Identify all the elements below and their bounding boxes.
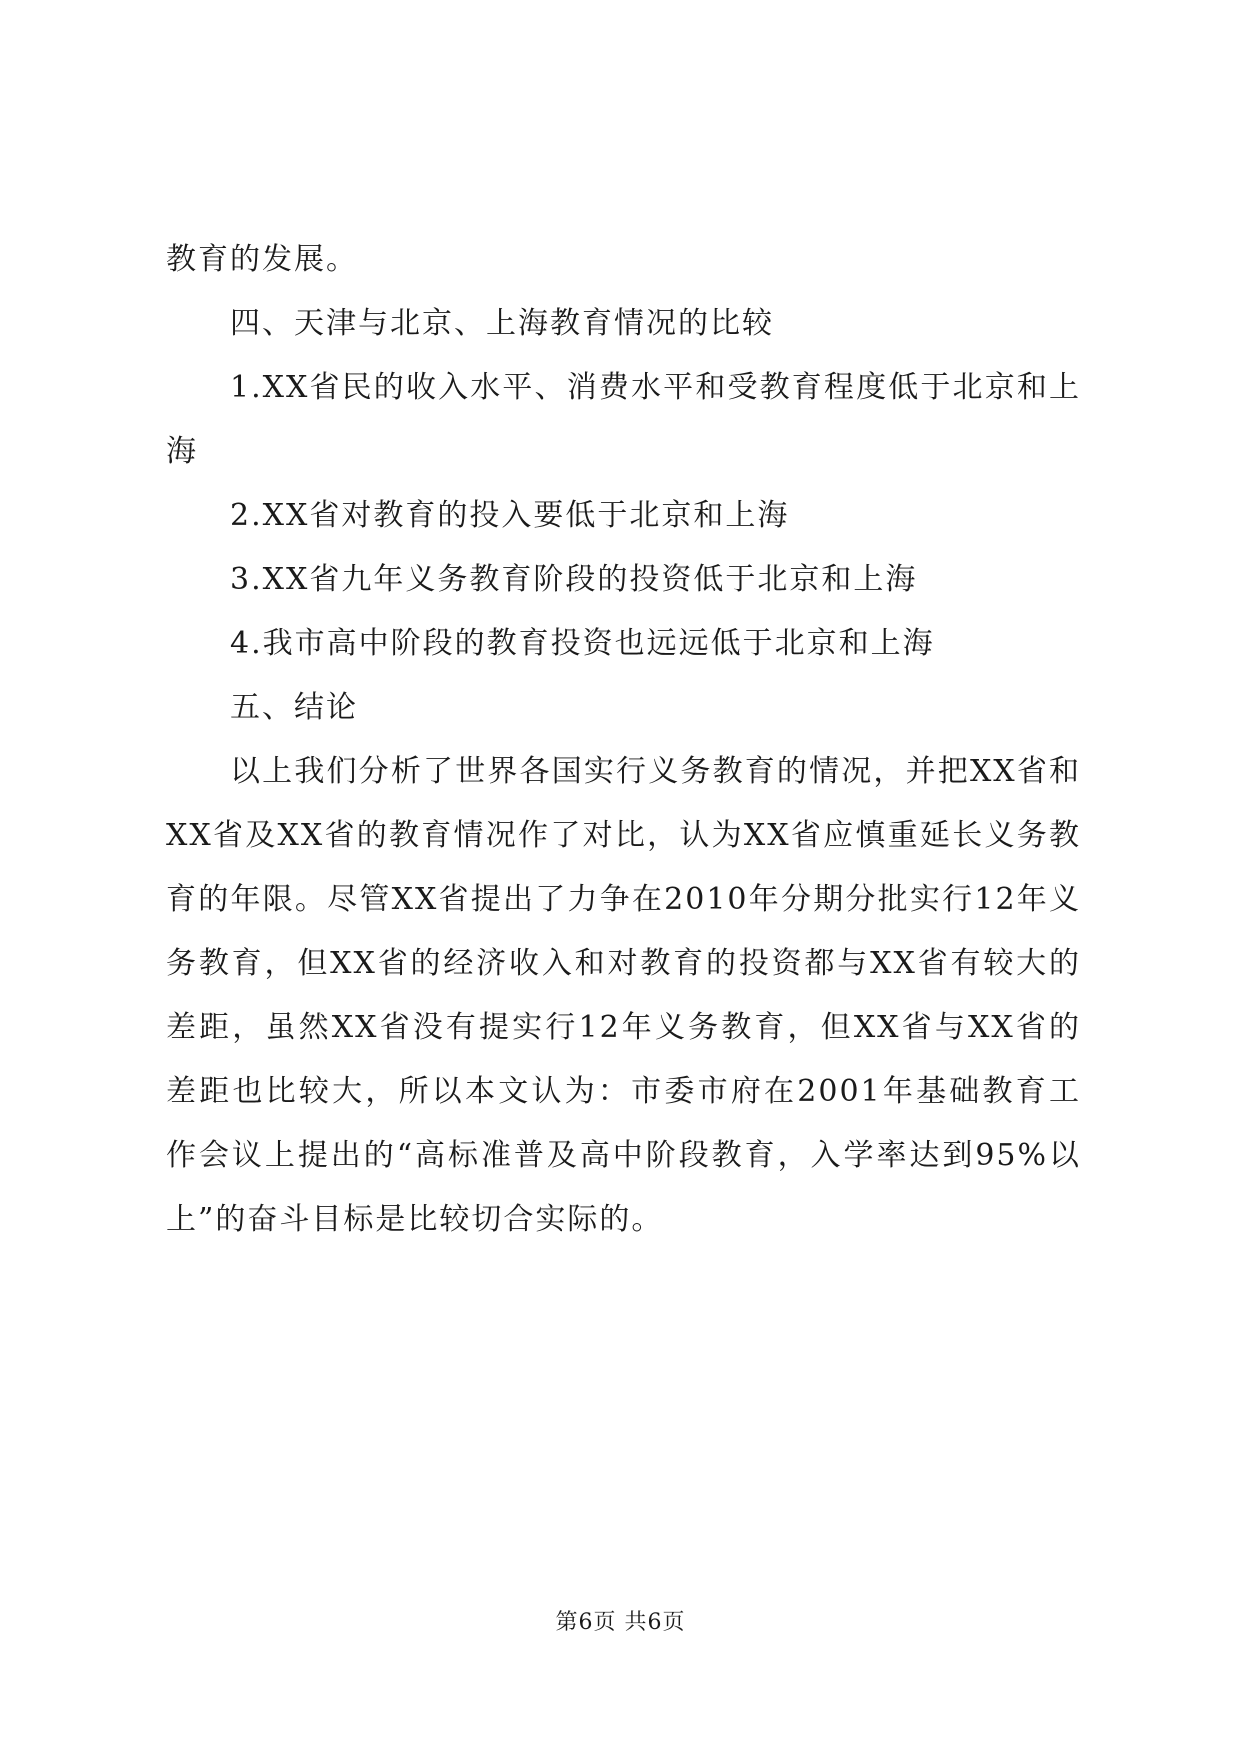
section-heading-conclusion: 五、结论 [230, 690, 358, 725]
conclusion-paragraph: 以上我们分析了世界各国实行义务教育的情况，并把XX省和XX省及XX省的教育情况作了对比，认为XX省应慎重延长义务教育的年限。尽管XX省提出了力争在2010年分期分批实行12年义务教育，但XX省的经济收入和对教育的投资都与XX省有较大的差距，虽然XX省没有提实行12年义务教育，但XX省与XX省的差距也比较大，所以本文认为：市委市府在2001年基础教育工作会议上提出的“高标准普及高中阶段教育，入学率达到95%以上”的奋斗目标是比较切合实际的。 [166, 754, 1081, 1237]
list-item-4: 4.我市高中阶段的教育投资也远远低于北京和上海 [230, 626, 935, 661]
list-item-1: 1.XX省民的收入水平、消费水平和受教育程度低于北京和上海 [166, 370, 1081, 469]
page-footer: 第6页 共6页 [555, 1610, 686, 1635]
list-item-3: 3.XX省九年义务教育阶段的投资低于北京和上海 [230, 562, 918, 597]
section-heading-comparison: 四、天津与北京、上海教育情况的比较 [230, 306, 774, 341]
list-item-2: 2.XX省对教育的投入要低于北京和上海 [230, 498, 790, 533]
document-body [166, 228, 1081, 1252]
paragraph-continuation: 教育的发展。 [166, 242, 358, 277]
